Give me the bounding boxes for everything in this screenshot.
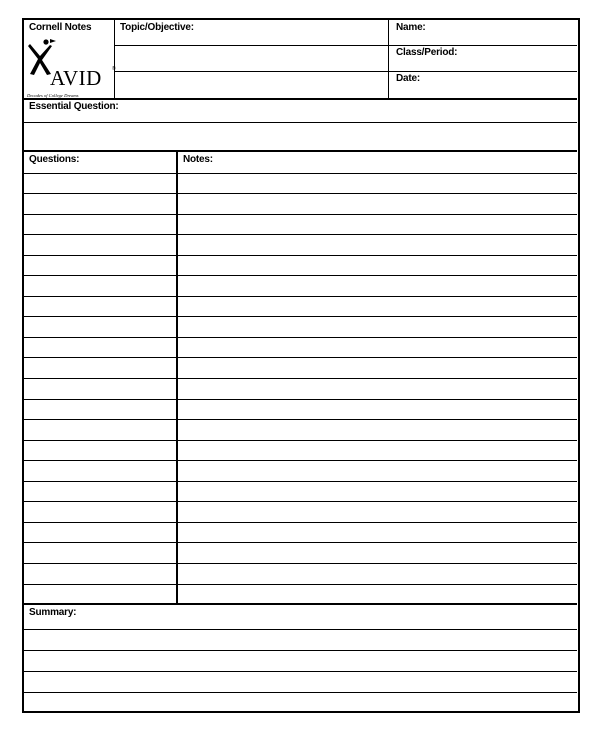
note-line [24, 419, 577, 420]
note-line [24, 357, 577, 358]
header-divider-left [114, 20, 115, 98]
date-label: Date: [396, 73, 421, 84]
note-line [24, 399, 577, 400]
note-line [24, 193, 577, 194]
name-label: Name: [396, 22, 426, 33]
note-line [24, 275, 577, 276]
note-line [24, 440, 577, 441]
note-line [24, 460, 577, 461]
cornell-notes-label: Cornell Notes [29, 22, 92, 33]
essential-question-bottom-rule [24, 150, 577, 152]
header-rule-1 [114, 45, 577, 46]
topic-objective-label: Topic/Objective: [120, 22, 194, 33]
summary-line [24, 671, 577, 672]
summary-line [24, 650, 577, 651]
note-line [24, 296, 577, 297]
avid-trademark: ® [112, 66, 116, 72]
questions-label: Questions: [29, 154, 80, 165]
summary-line [24, 692, 577, 693]
note-line [24, 378, 577, 379]
note-line [24, 481, 577, 482]
note-line [24, 584, 577, 585]
summary-line [24, 629, 577, 630]
note-line [24, 214, 577, 215]
class-period-label: Class/Period: [396, 47, 458, 58]
notes-label: Notes: [183, 154, 213, 165]
essential-question-rule [24, 122, 577, 123]
avid-tagline: Decades of College Dreams [27, 93, 79, 98]
note-line [24, 255, 577, 256]
note-line [24, 542, 577, 543]
note-line [24, 173, 577, 174]
essential-question-label: Essential Question: [29, 101, 119, 112]
note-line [24, 522, 577, 523]
note-line [24, 234, 577, 235]
header-rule-2 [114, 71, 577, 72]
note-line [24, 501, 577, 502]
notes-bottom-rule [24, 603, 577, 605]
header-bottom-rule [24, 98, 577, 100]
note-line [24, 337, 577, 338]
avid-wordmark: AVID [50, 66, 102, 90]
note-line [24, 316, 577, 317]
avid-logo [26, 38, 116, 96]
header-divider-right [388, 20, 389, 98]
summary-label: Summary: [29, 607, 77, 618]
note-line [24, 563, 577, 564]
cornell-notes-sheet [22, 18, 580, 713]
